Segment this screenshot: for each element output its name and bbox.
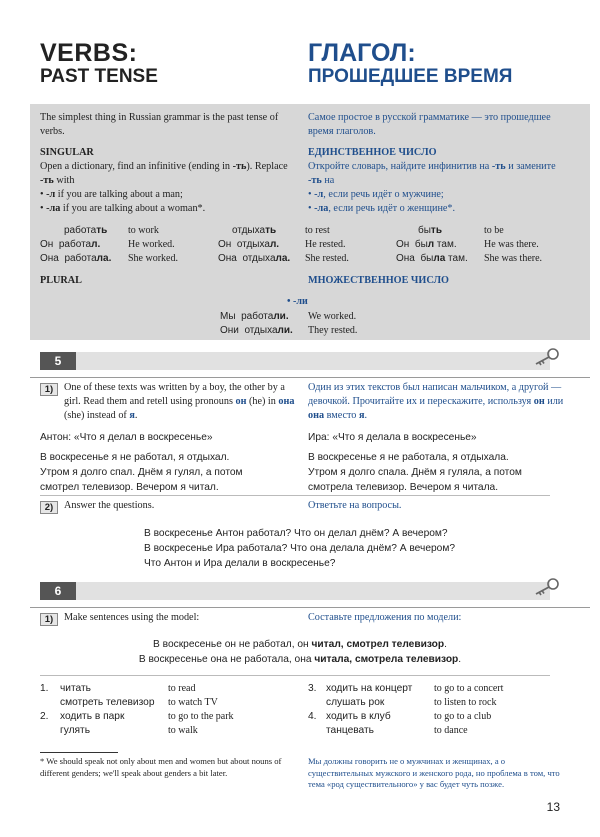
footnote-rule	[40, 752, 118, 753]
table-cell-en: to be	[484, 225, 504, 236]
exercise-5-bar	[40, 352, 550, 370]
title-en	[40, 40, 158, 88]
key-icon	[532, 577, 560, 597]
footnote-en: * We should speak not only about men and women but about nouns of different genders; we'll speak about genders a bit later.	[40, 756, 282, 778]
table-cell-ru: отдыхать	[232, 225, 277, 236]
task2-instruction-ru: Ответьте на вопросы.	[308, 500, 402, 511]
title-ru-line1: ГЛАГОЛ:	[308, 39, 416, 67]
singular-text-en: Open a dictionary, find an infinitive (ending in -ть). Replace -ть with • -л if you are talking about a man; • -ла if you are talking about a woman*.	[40, 161, 288, 214]
task-number: 2)	[40, 501, 58, 514]
plural-heading-ru: МНОЖЕСТВЕННОЕ ЧИСЛО	[308, 275, 449, 286]
singular-heading-en: SINGULAR	[40, 147, 94, 158]
table-cell-en: He worked.	[128, 239, 175, 250]
task1-instruction-ru: Составьте предложения по модели:	[308, 612, 462, 623]
table-cell-en: to rest	[305, 225, 330, 236]
table-cell-en: He was there.	[484, 239, 539, 250]
table-cell-en: She worked.	[128, 253, 178, 264]
exercise-6-bar	[40, 582, 550, 600]
task1-instruction-en: One of these texts was written by a boy, the other by a girl. Read them and retell using pronouns он (he) in она (she) instead of я.	[64, 382, 295, 421]
table-cell-ru: Она была там.	[396, 253, 468, 264]
divider	[40, 495, 550, 496]
divider	[40, 675, 550, 676]
table-cell-en: He rested.	[305, 239, 346, 250]
task-number: 1)	[40, 383, 58, 396]
intro-en: The simplest thing in Russian grammar is the past tense of verbs.	[40, 112, 279, 137]
table-cell-ru: Он отдыхал.	[218, 239, 280, 250]
table-cell-ru: работать	[64, 225, 108, 236]
table-cell-ru: быть	[418, 225, 442, 236]
title-ru	[308, 40, 512, 88]
task1-instruction-en: Make sentences using the model:	[64, 612, 200, 623]
plural-suffix: • -ли	[287, 296, 308, 307]
exercise-6-number: 6	[40, 582, 76, 600]
title-en-line1: VERBS:	[40, 39, 138, 67]
key-icon	[532, 347, 560, 367]
plural-row-en: They rested.	[308, 325, 358, 336]
plural-row-ru: Они отдыхали.	[220, 325, 293, 336]
table-cell-ru: Она работала.	[40, 253, 112, 264]
divider	[30, 607, 590, 608]
table-cell-en: She rested.	[305, 253, 349, 264]
table-cell-ru: Он работал.	[40, 239, 101, 250]
title-en-line2: PAST TENSE	[40, 66, 158, 87]
model-sentence-1: В воскресенье он не работал, он читал, смотрел телевизор.	[153, 639, 447, 650]
table-cell-ru: Он был там.	[396, 239, 457, 250]
title-ru-line2: ПРОШЕДШЕЕ ВРЕМЯ	[308, 66, 513, 87]
intro-ru: Самое простое в русской грамматике — это прошедшее время глаголов.	[308, 112, 551, 137]
exercise-5-number: 5	[40, 352, 76, 370]
task1-instruction-ru: Один из этих текстов был написан мальчиком, а другой — девочкой. Прочитайте их и перескажите, используя он или она вместо я.	[308, 382, 564, 421]
task-number: 1)	[40, 613, 58, 626]
task2-instruction-en: Answer the questions.	[64, 500, 155, 511]
plural-row-en: We worked.	[308, 311, 357, 322]
table-cell-ru: Она отдыхала.	[218, 253, 291, 264]
grammar-rule-box	[30, 104, 590, 340]
table-cell-en: to work	[128, 225, 159, 236]
divider	[30, 377, 590, 378]
page-number: 13	[546, 800, 560, 814]
model-sentence-2: В воскресенье она не работала, она читала, смотрела телевизор.	[138, 654, 462, 665]
table-cell-en: She was there.	[484, 253, 543, 264]
plural-row-ru: Мы работали.	[220, 311, 289, 322]
footnote-ru: Мы должны говорить не о мужчинах и женщинах, а о существительных мужского и женского рода, но проблема в том, что тема «род существительного» у вас будет чуть позже.	[308, 756, 560, 789]
singular-text-ru: Откройте словарь, найдите инфинитив на -ть и замените -ть на • -л, если речь идёт о мужчине; • -ла, если речь идёт о женщине*.	[308, 161, 556, 214]
plural-heading-en: PLURAL	[40, 275, 82, 286]
singular-heading-ru: ЕДИНСТВЕННОЕ ЧИСЛО	[308, 147, 437, 158]
